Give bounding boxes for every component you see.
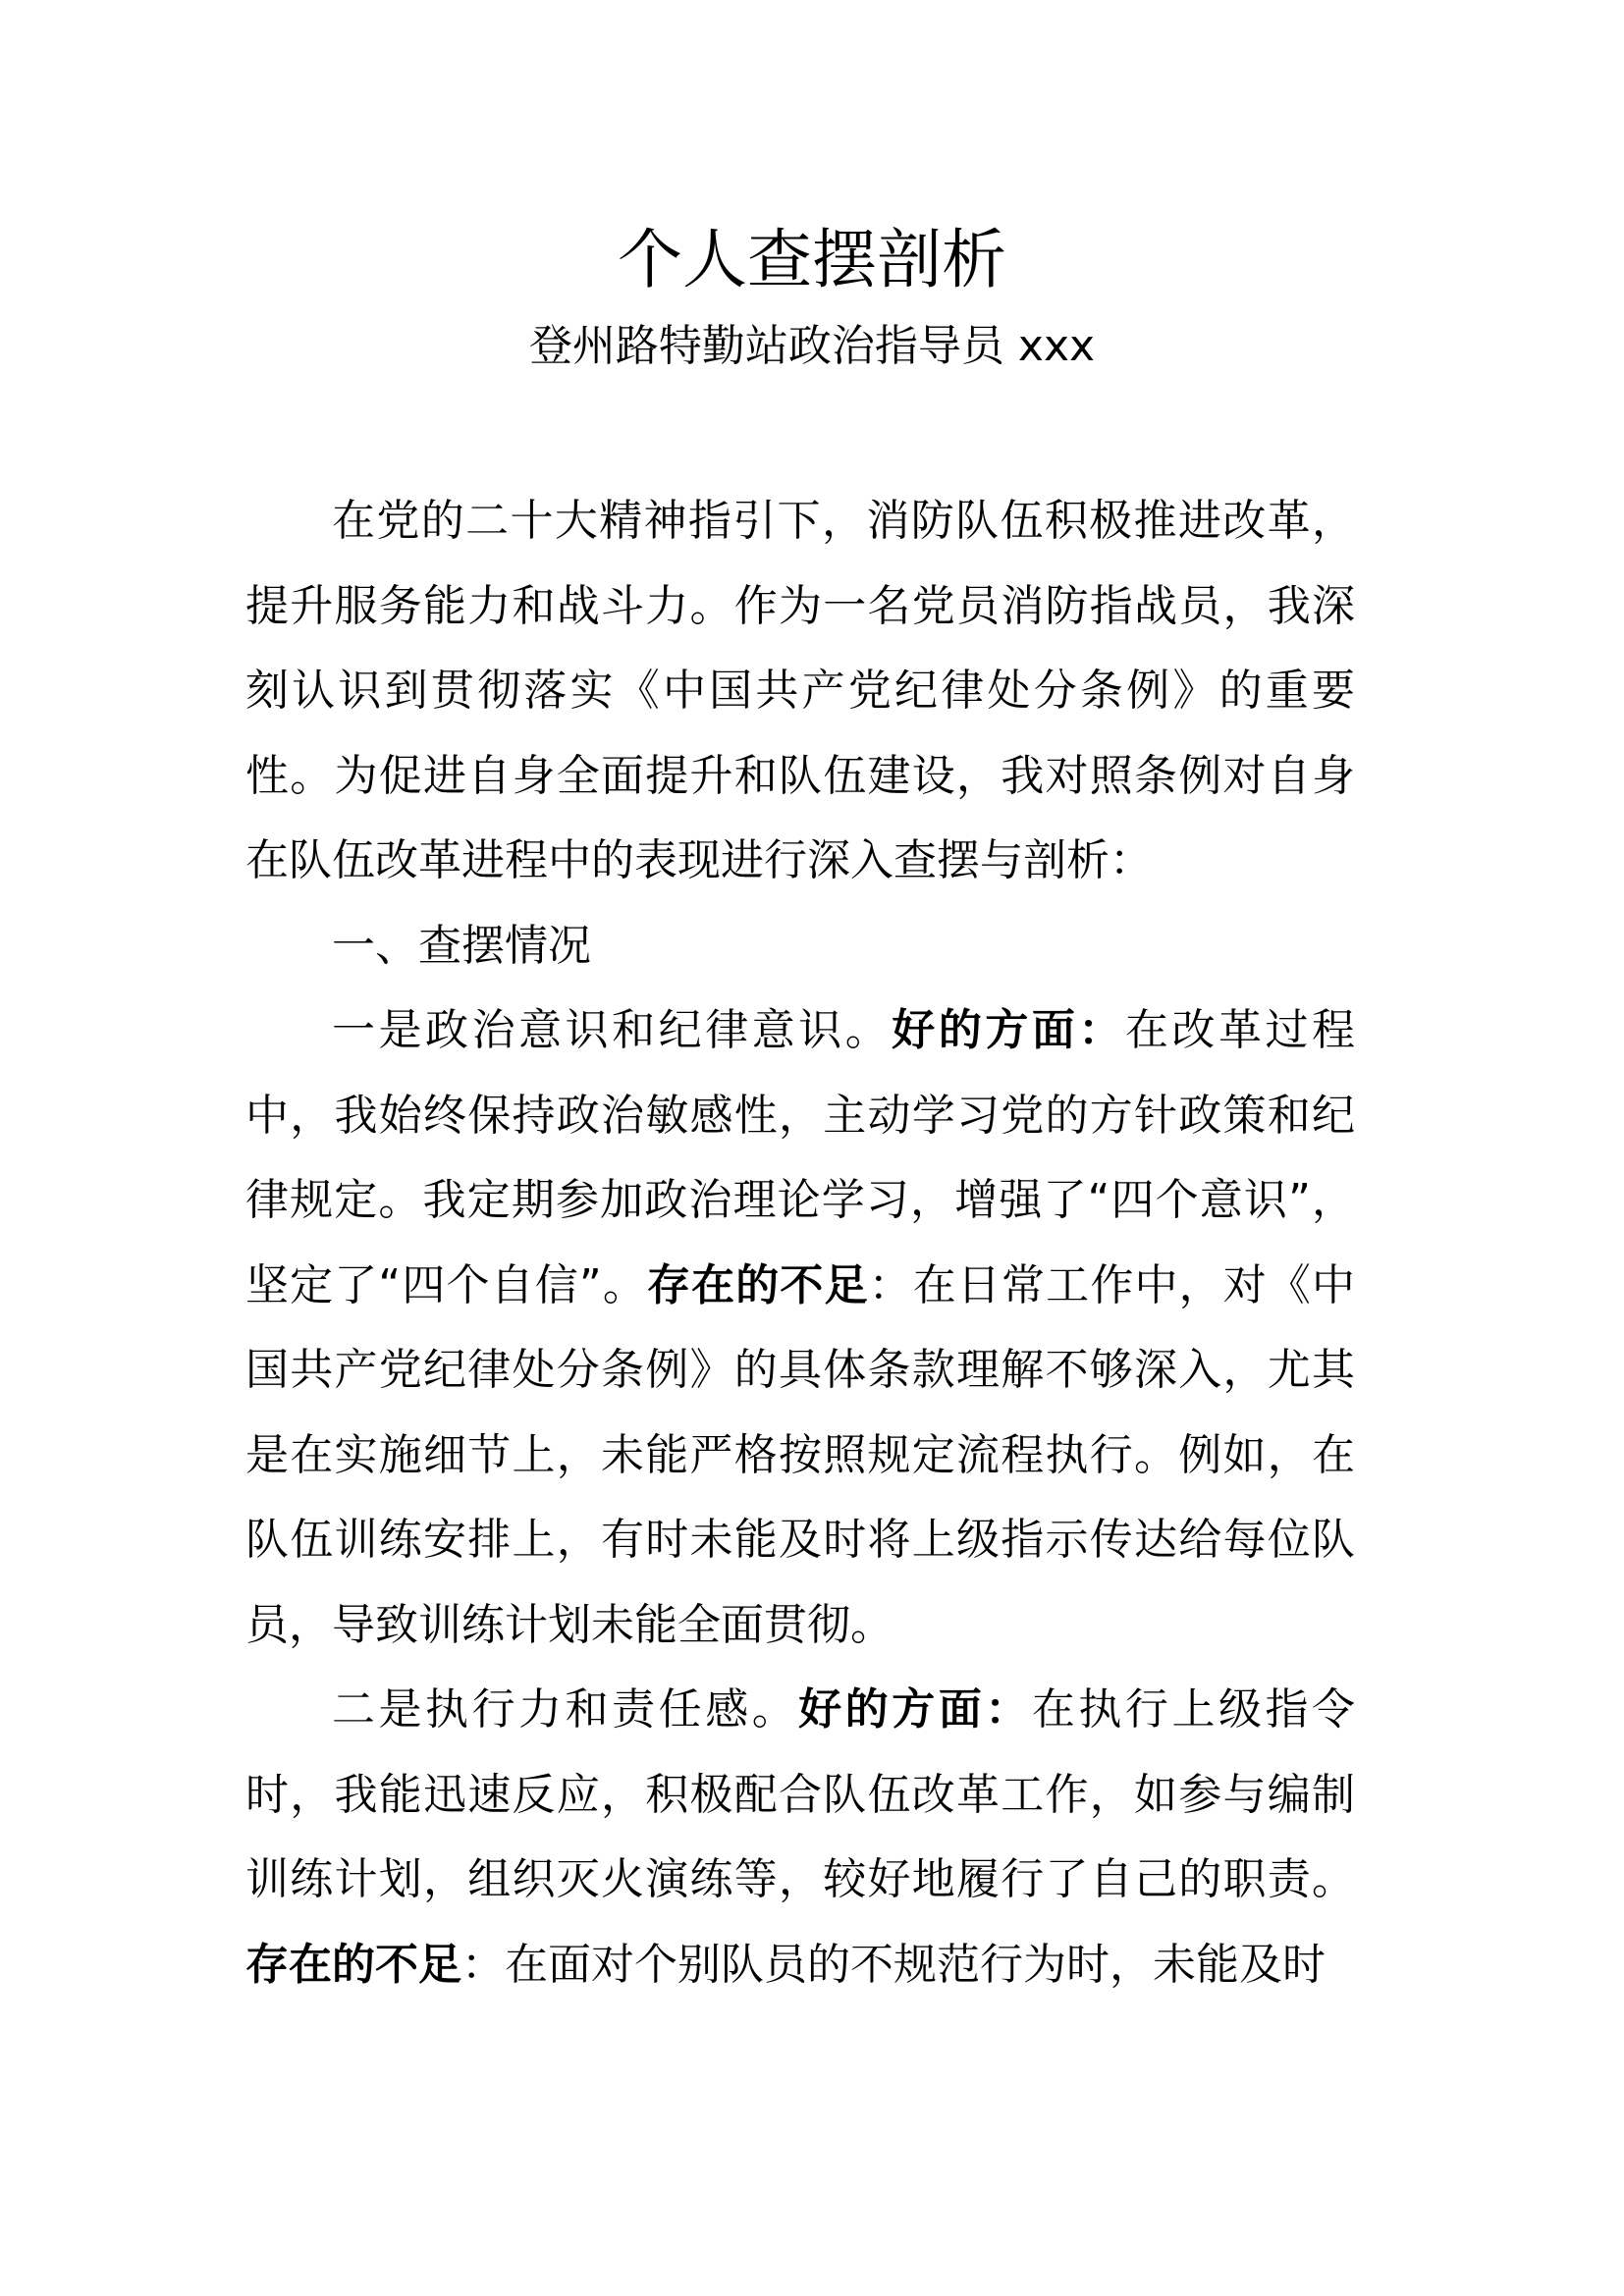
item-1-good-label: 好的方面： xyxy=(892,1005,1125,1055)
intro-paragraph: 在党的二十大精神指引下，消防队伍积极推进改革，提升服务能力和战斗力。作为一名党员消防指战员，我深刻认识到贯彻落实《中国共产党纪律处分条例》的重要性。为促进自身全面提升和队伍建设，我对照条例对自身在队伍改革进程中的表现进行深入查摆与剖析： xyxy=(245,496,1355,885)
item-1-good-text: 在改革过程中，我始终保持政治敏感性，主动学习党的方针政策和纪律规定。我定期参加政治理论学习，增强了“四个意识”，坚定了“四个自信”。 xyxy=(245,1005,1356,1310)
document-body xyxy=(245,479,1355,2007)
item-1-bad-label: 存在的不足 xyxy=(646,1259,869,1310)
document-subtitle: 登州路特勤站政治指导员 xxx xyxy=(528,321,1096,371)
item-2-good-label: 好的方面： xyxy=(798,1684,1032,1735)
item-2-paragraph xyxy=(245,1668,1355,2007)
item-2-bad-text: ：在面对个别队员的不规范行为时，未能及时 xyxy=(461,1939,1326,1990)
item-1-bad-text: ：在日常工作中，对《中国共产党纪律处分条例》的具体条款理解不够深入，尤其是在实施细节上，未能严格按照规定流程执行。例如，在队伍训练安排上，有时未能及时将上级指示传达给每位队员，导致训练计划未能全面贯彻。 xyxy=(245,1259,1356,1650)
document-title: 个人查摆剖析 xyxy=(618,222,1006,297)
section-heading: 一、查摆情况 xyxy=(332,920,591,971)
item-2-good-text: 在执行上级指令时，我能迅速反应，积极配合队伍改革工作，如参与编制训练计划，组织灭火演练等，较好地履行了自己的职责。 xyxy=(245,1684,1356,1904)
item-1-paragraph xyxy=(245,988,1355,1668)
item-1-lead: 一是政治意识和纪律意识。 xyxy=(332,1005,893,1055)
item-2-bad-label: 存在的不足 xyxy=(245,1939,461,1990)
item-2-lead: 二是执行力和责任感。 xyxy=(332,1684,799,1735)
